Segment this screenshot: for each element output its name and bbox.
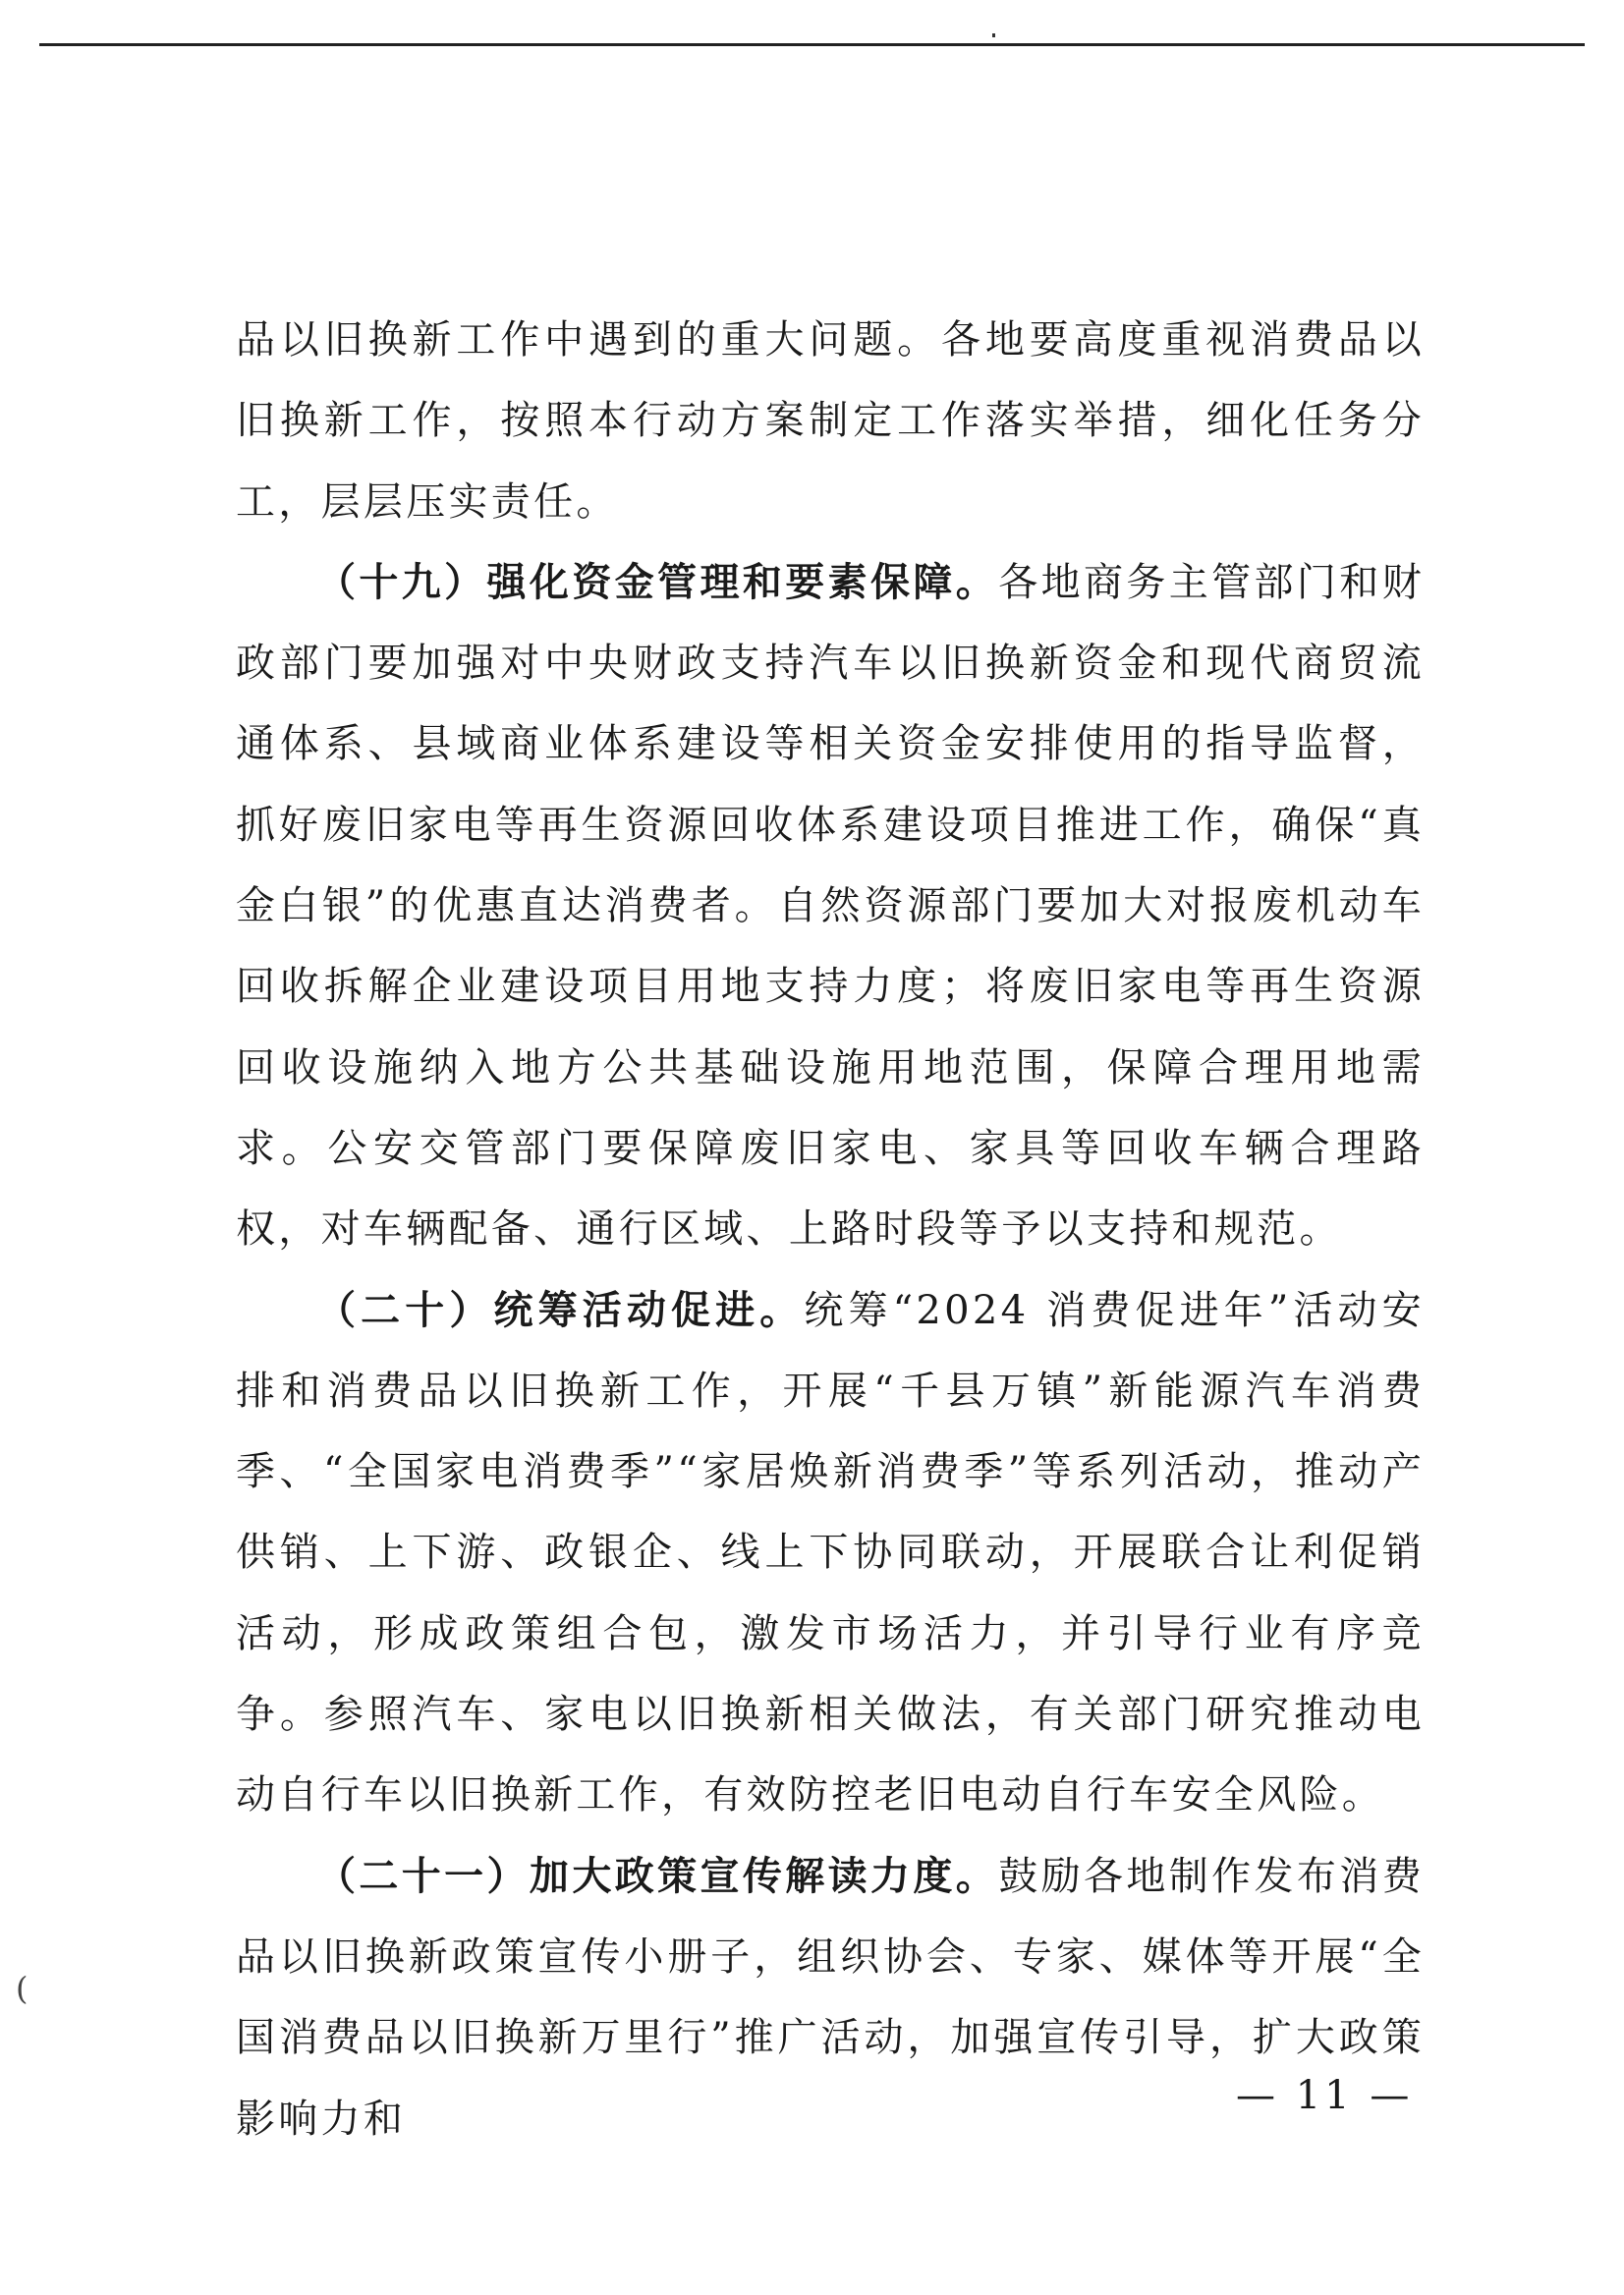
paragraph-heading: （二十一）加大政策宣传解读力度。 — [316, 1852, 999, 1899]
margin-mark: ( — [16, 1970, 28, 2007]
paragraph-text: 品以旧换新工作中遇到的重大问题。各地要高度重视消费品以旧换新工作，按照本行动方案制定工作落实举措，细化任务分工，层层压实责任。 — [236, 317, 1425, 525]
paragraph-heading: （二十）统筹活动促进。 — [316, 1286, 805, 1333]
paragraph-20 — [236, 1270, 1425, 1836]
paragraph-text: 各地商务主管部门和财政部门要加强对中央财政支持汽车以旧换新资金和现代商贸流通体系、县域商业体系建设等相关资金安排使用的指导监督，抓好废旧家电等再生资源回收体系建设项目推进工作，确保“真金白银”的优惠直达消费者。自然资源部门要加大对报废机动车回收拆解企业建设项目用地支持力度；将废旧家电等再生资源回收设施纳入地方公共基础设施用地范围，保障合理用地需求。公安交管部门要保障废旧家电、家具等回收车辆合理路权，对车辆配备、通行区域、上路时段等予以支持和规范。 — [236, 559, 1425, 1253]
top-rule — [39, 43, 1585, 46]
page-number: — 11 — — [1236, 2073, 1414, 2118]
paragraph-heading: （十九）强化资金管理和要素保障。 — [316, 558, 999, 605]
paragraph-19 — [236, 542, 1425, 1270]
document-body — [236, 300, 1425, 2159]
scan-speck — [992, 33, 995, 37]
paragraph-continuation — [236, 300, 1425, 542]
paragraph-text: 统筹“2024 消费促进年”活动安排和消费品以旧换新工作，开展“千县万镇”新能源汽车消费季、“全国家电消费季”“家居焕新消费季”等系列活动，推动产供销、上下游、政银企、线上下协同联动，开展联合让利促销活动，形成政策组合包，激发市场活力，并引导行业有序竞争。参照汽车、家电以旧换新相关做法，有关部门研究推动电动自行车以旧换新工作，有效防控老旧电动自行车安全风险。 — [236, 1287, 1425, 1819]
paragraph-text: 鼓励各地制作发布消费品以旧换新政策宣传小册子，组织协会、专家、媒体等开展“全国消费品以旧换新万里行”推广活动，加强宣传引导，扩大政策影响力和 — [236, 1853, 1425, 2142]
